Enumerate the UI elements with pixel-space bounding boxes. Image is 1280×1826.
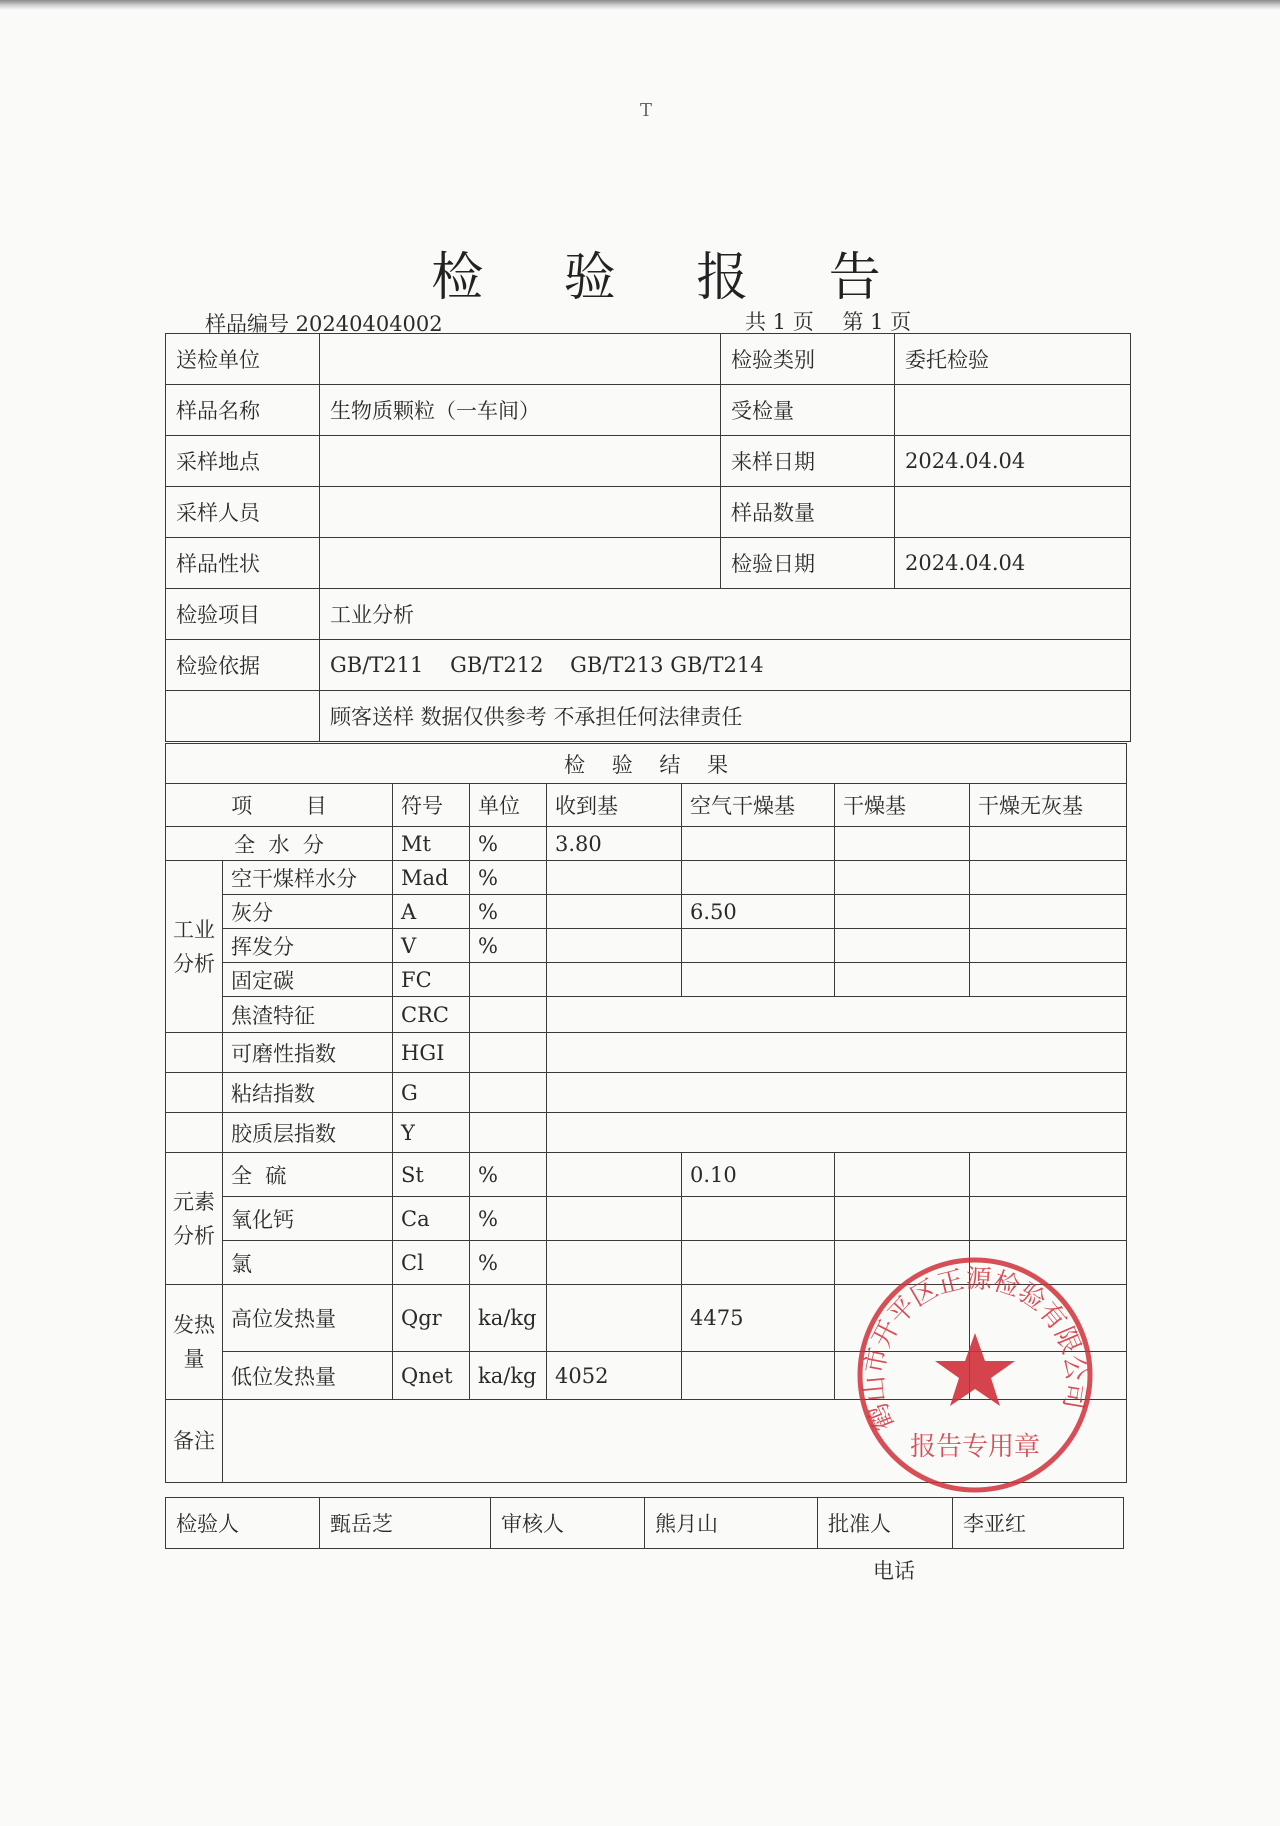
item-symbol: Cl (393, 1241, 470, 1285)
seal-star (935, 1333, 1015, 1406)
value-daf (970, 861, 1127, 895)
value-daf (970, 827, 1127, 861)
results-title-row (166, 744, 1127, 784)
table-row (166, 1153, 1127, 1197)
value-d (835, 895, 970, 929)
item-symbol: Mad (393, 861, 470, 895)
info-row (166, 640, 1131, 691)
inspector-signature: 甄岳芝 (320, 1498, 491, 1549)
value-ad (682, 1197, 835, 1241)
table-row (166, 861, 1127, 895)
item-unit (470, 963, 547, 997)
item-name: 粘结指数 (223, 1073, 393, 1113)
page-total: 共 1 页 (745, 310, 814, 334)
header-row (166, 784, 1127, 827)
group-empty (166, 1073, 223, 1113)
item-symbol: V (393, 929, 470, 963)
info-value: 工业分析 (320, 589, 1131, 640)
item-symbol: A (393, 895, 470, 929)
info-value: 2024.04.04 (895, 538, 1131, 589)
item-unit: % (470, 895, 547, 929)
item-name: 全 硫 (223, 1153, 393, 1197)
value-ad: 0.10 (682, 1153, 835, 1197)
info-label: 检验项目 (166, 589, 320, 640)
value-span (547, 1073, 1127, 1113)
header-d: 干燥基 (835, 784, 970, 827)
page-title: 检 验 报 告 (431, 248, 913, 308)
value-ar (547, 1241, 682, 1285)
value-d (835, 827, 970, 861)
corner-mark: T (640, 100, 653, 121)
remarks-label: 备注 (166, 1400, 223, 1483)
value-d (835, 1153, 970, 1197)
info-label: 来样日期 (721, 436, 895, 487)
info-row (166, 436, 1131, 487)
group-empty (166, 1033, 223, 1073)
sample-number: 样品编号 20240404002 (205, 312, 443, 336)
table-row (166, 929, 1127, 963)
info-value (320, 436, 721, 487)
approver-signature: 李亚红 (953, 1498, 1124, 1549)
info-label: 样品名称 (166, 385, 320, 436)
info-row (166, 538, 1131, 589)
header-unit: 单位 (470, 784, 547, 827)
item-symbol: CRC (393, 997, 470, 1033)
table-row (166, 1033, 1127, 1073)
info-label (166, 691, 320, 742)
info-label: 采样人员 (166, 487, 320, 538)
value-ad (682, 1241, 835, 1285)
value-daf (970, 1197, 1127, 1241)
info-label: 检验类别 (721, 334, 895, 385)
info-row (166, 589, 1131, 640)
results-title: 检 验 结 果 (166, 744, 1127, 784)
value-ad: 4475 (682, 1285, 835, 1352)
info-table (165, 333, 1131, 742)
value-d (835, 1197, 970, 1241)
value-d (835, 963, 970, 997)
info-value (895, 487, 1131, 538)
page-current: 第 1 页 (842, 310, 912, 334)
approver-label: 批准人 (818, 1498, 953, 1549)
value-ad (682, 929, 835, 963)
value-ar (547, 895, 682, 929)
item-symbol: Qnet (393, 1352, 470, 1400)
item-unit (470, 1113, 547, 1153)
item-unit: % (470, 1197, 547, 1241)
item-unit: % (470, 929, 547, 963)
official-seal (855, 1255, 1095, 1495)
group-heat: 发热量 (166, 1285, 223, 1400)
value-ar (547, 1285, 682, 1352)
value-ar (547, 1197, 682, 1241)
table-row (166, 1197, 1127, 1241)
value-daf (970, 1153, 1127, 1197)
info-label: 采样地点 (166, 436, 320, 487)
header-ad: 空气干燥基 (682, 784, 835, 827)
item-symbol: HGI (393, 1033, 470, 1073)
info-value: 生物质颗粒（一车间） (320, 385, 721, 436)
item-unit: % (470, 1153, 547, 1197)
page-info (745, 306, 933, 336)
info-label: 受检量 (721, 385, 895, 436)
item-symbol: Mt (393, 827, 470, 861)
item-unit: % (470, 827, 547, 861)
item-name: 全 水 分 (166, 827, 393, 861)
table-row (166, 827, 1127, 861)
table-row (166, 1073, 1127, 1113)
reviewer-label: 审核人 (491, 1498, 645, 1549)
item-name: 低位发热量 (223, 1352, 393, 1400)
group-empty (166, 1113, 223, 1153)
info-value: GB/T211 GB/T212 GB/T213 GB/T214 (320, 640, 1131, 691)
value-span (547, 997, 1127, 1033)
header-symbol: 符号 (393, 784, 470, 827)
value-ar (547, 861, 682, 895)
info-value (895, 385, 1131, 436)
value-ar (547, 929, 682, 963)
item-unit: ka/kg (470, 1285, 547, 1352)
info-label: 检验日期 (721, 538, 895, 589)
group-proximate: 工业分析 (166, 861, 223, 1033)
info-row (166, 334, 1131, 385)
info-value (320, 487, 721, 538)
item-symbol: G (393, 1073, 470, 1113)
info-row (166, 691, 1131, 742)
value-ar (547, 1153, 682, 1197)
value-span (547, 1113, 1127, 1153)
item-unit (470, 1033, 547, 1073)
info-row (166, 385, 1131, 436)
item-symbol: St (393, 1153, 470, 1197)
header-ar: 收到基 (547, 784, 682, 827)
item-name: 空干煤样水分 (223, 861, 393, 895)
item-name: 氧化钙 (223, 1197, 393, 1241)
signature-row (166, 1498, 1124, 1549)
scan-edge (0, 0, 1280, 10)
info-value (320, 334, 721, 385)
value-d (835, 861, 970, 895)
info-label: 检验依据 (166, 640, 320, 691)
value-ad (682, 963, 835, 997)
table-row (166, 1113, 1127, 1153)
info-value: 2024.04.04 (895, 436, 1131, 487)
header-daf: 干燥无灰基 (970, 784, 1127, 827)
item-name: 挥发分 (223, 929, 393, 963)
info-label: 样品性状 (166, 538, 320, 589)
item-name: 焦渣特征 (223, 997, 393, 1033)
item-name: 氯 (223, 1241, 393, 1285)
item-unit (470, 997, 547, 1033)
item-unit: % (470, 861, 547, 895)
header-item: 项 目 (166, 784, 393, 827)
info-value (320, 538, 721, 589)
item-unit: % (470, 1241, 547, 1285)
seal-bottom-text: 报告专用章 (909, 1432, 1041, 1462)
value-ar (547, 963, 682, 997)
item-unit (470, 1073, 547, 1113)
info-row (166, 487, 1131, 538)
table-row (166, 895, 1127, 929)
seal-arc-text: 鹤山市开平区正源检验有限公司 (859, 1264, 1091, 1435)
item-symbol: Ca (393, 1197, 470, 1241)
item-unit: ka/kg (470, 1352, 547, 1400)
phone-label: 电话 (873, 1559, 915, 1583)
value-ar: 4052 (547, 1352, 682, 1400)
disclaimer: 顾客送样 数据仅供参考 不承担任何法律责任 (320, 691, 1131, 742)
value-daf (970, 929, 1127, 963)
table-row (166, 997, 1127, 1033)
table-row (166, 963, 1127, 997)
value-daf (970, 963, 1127, 997)
item-symbol: Qgr (393, 1285, 470, 1352)
value-ad (682, 827, 835, 861)
value-ar: 3.80 (547, 827, 682, 861)
value-ad: 6.50 (682, 895, 835, 929)
value-daf (970, 895, 1127, 929)
signature-table (165, 1497, 1124, 1549)
item-name: 胶质层指数 (223, 1113, 393, 1153)
item-name: 高位发热量 (223, 1285, 393, 1352)
value-ad (682, 861, 835, 895)
value-span (547, 1033, 1127, 1073)
info-label: 送检单位 (166, 334, 320, 385)
item-name: 可磨性指数 (223, 1033, 393, 1073)
item-symbol: Y (393, 1113, 470, 1153)
item-name: 固定碳 (223, 963, 393, 997)
info-value: 委托检验 (895, 334, 1131, 385)
item-name: 灰分 (223, 895, 393, 929)
item-symbol: FC (393, 963, 470, 997)
reviewer-signature: 熊月山 (645, 1498, 818, 1549)
info-label: 样品数量 (721, 487, 895, 538)
inspector-label: 检验人 (166, 1498, 320, 1549)
value-d (835, 929, 970, 963)
value-ad (682, 1352, 835, 1400)
group-element: 元素分析 (166, 1153, 223, 1285)
